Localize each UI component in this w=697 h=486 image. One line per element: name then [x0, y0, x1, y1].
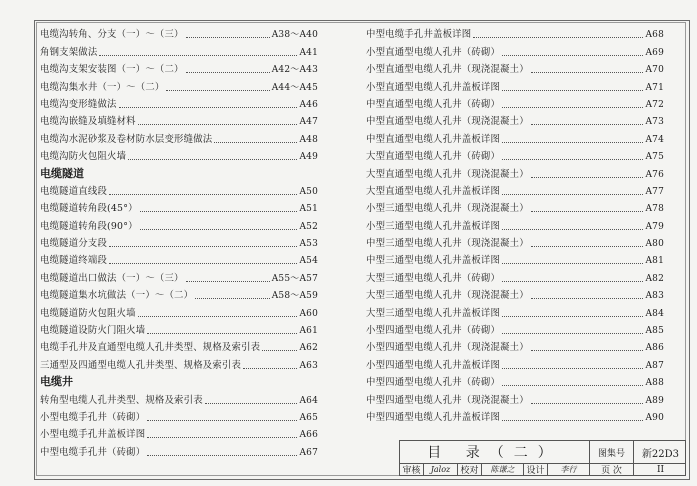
toc-entry-title: 大型三通型电缆人孔井（砖砌） [366, 272, 501, 284]
toc-entry-title: 电缆隧道转角段(90°） [40, 220, 138, 232]
toc-entry-title: 中型四通型电缆人孔井（砖砌） [366, 377, 501, 389]
toc-entry-title: 大型直通型电缆人孔井（现浇混凝土） [366, 168, 529, 180]
toc-entry[interactable] [40, 302, 318, 319]
document-title: 目 录（二） [427, 445, 562, 461]
leader-dots [531, 298, 644, 299]
toc-entry[interactable] [366, 320, 664, 337]
leader-dots [502, 333, 643, 334]
toc-entry-page: A62 [299, 343, 318, 354]
leader-dots [531, 350, 644, 351]
leader-dots [502, 90, 643, 91]
atlas-number-label-cell [590, 441, 634, 463]
leader-dots [502, 316, 643, 317]
leader-dots [109, 194, 297, 195]
leader-dots [138, 316, 298, 317]
leader-dots [502, 281, 643, 282]
toc-entry[interactable] [366, 59, 664, 76]
toc-entry-title: 中型电缆手孔井盖板详图 [366, 29, 472, 41]
toc-entry-page: A58～A59 [271, 291, 318, 302]
leader-dots [473, 37, 643, 38]
toc-entry-page: A77 [645, 186, 664, 197]
leader-dots [502, 142, 643, 143]
toc-entry[interactable] [40, 146, 318, 163]
toc-entry-page: A54 [299, 256, 318, 267]
leader-dots [109, 263, 297, 264]
toc-entry[interactable] [40, 128, 318, 145]
toc-entry[interactable] [40, 111, 318, 128]
toc-entry[interactable] [40, 285, 318, 302]
section-heading: 电缆井 [40, 375, 73, 389]
toc-entry-title: 电缆沟变形缝做法 [40, 98, 117, 110]
toc-entry-page: A76 [645, 169, 664, 180]
toc-entry-title: 中型直通型电缆人孔井盖板详图 [366, 133, 501, 145]
toc-entry-title: 小型四通型电缆人孔井（现浇混凝土） [366, 342, 529, 354]
toc-entry-page: A67 [299, 447, 318, 458]
leader-dots [147, 455, 297, 456]
toc-entry[interactable] [40, 389, 318, 406]
leader-dots [243, 368, 297, 369]
toc-entry[interactable] [366, 372, 664, 389]
toc-entry-title: 大型直通型电缆人孔井盖板详图 [366, 185, 501, 197]
leader-dots [99, 55, 297, 56]
toc-entry-page: A73 [645, 117, 664, 128]
toc-entry-title: 小型直通型电缆人孔井（砖砌） [366, 46, 501, 58]
toc-entry-title: 电缆沟集水井（一）～（二） [40, 81, 165, 93]
toc-entry-page: A84 [645, 308, 664, 319]
toc-entry-page: A88 [645, 378, 664, 389]
leader-dots [502, 159, 643, 160]
toc-entry-title: 大型三通型电缆人孔井盖板详图 [366, 307, 501, 319]
toc-entry-title: 电缆手孔井及直通型电缆人孔井类型、规格及索引表 [40, 342, 261, 354]
toc-entry[interactable] [366, 354, 664, 371]
toc-entry[interactable] [40, 250, 318, 267]
toc-entry[interactable] [366, 198, 664, 215]
toc-entry-title: 大型直通型电缆人孔井（砖砌） [366, 151, 501, 163]
title-block-row2 [400, 463, 685, 476]
toc-entry-page: A74 [645, 134, 664, 145]
leader-dots [119, 107, 298, 108]
toc-entry[interactable] [40, 76, 318, 93]
leader-dots [147, 333, 297, 334]
toc-entry-page: A60 [299, 308, 318, 319]
leader-dots [214, 142, 297, 143]
leader-dots [186, 281, 270, 282]
leader-dots [502, 263, 643, 264]
toc-entry-page: A79 [645, 221, 664, 232]
toc-entry[interactable] [366, 250, 664, 267]
check-label-cell [458, 463, 482, 476]
review-label-cell [400, 463, 424, 476]
atlas-number: 新22D3 [641, 448, 680, 460]
leader-dots [262, 350, 297, 351]
toc-entry-page: A81 [645, 256, 664, 267]
toc-entry[interactable] [40, 441, 318, 458]
toc-entry-title: 小型电缆手孔井（砖砌） [40, 411, 146, 423]
toc-entry-title: 电缆隧道转角段(45°） [40, 203, 138, 215]
toc-entry-title: 大型三通型电缆人孔井（现浇混凝土） [366, 290, 529, 302]
toc-entry-page: A82 [645, 273, 664, 284]
toc-entry-title: 角钢支架做法 [40, 46, 98, 58]
toc-entry-page: A89 [645, 395, 664, 406]
toc-entry[interactable] [40, 320, 318, 337]
toc-entry[interactable] [366, 337, 664, 354]
toc-entry-page: A87 [645, 360, 664, 371]
toc-entry[interactable] [366, 41, 664, 58]
toc-entry[interactable] [40, 407, 318, 424]
toc-entry-page: A44～A45 [271, 82, 318, 93]
page-label: 页 次 [601, 466, 622, 476]
toc-entry-page: A78 [645, 204, 664, 215]
page-label-cell [590, 463, 634, 476]
toc-entry[interactable] [40, 233, 318, 250]
design-label-cell [524, 463, 548, 476]
section-heading: 电缆隧道 [40, 166, 84, 180]
leader-dots [531, 246, 644, 247]
leader-dots [502, 194, 643, 195]
toc-entry-title: 小型直通型电缆人孔井（现浇混凝土） [366, 64, 529, 76]
leader-dots [147, 437, 297, 438]
toc-entry-title: 中型四通型电缆人孔井（现浇混凝土） [366, 394, 529, 406]
leader-dots [128, 159, 297, 160]
toc-entry[interactable] [40, 94, 318, 111]
toc-entry[interactable] [366, 76, 664, 93]
toc-entry-title: 电缆隧道出口做法（一）～（三） [40, 272, 184, 284]
toc-entry[interactable] [366, 285, 664, 302]
review-signature-cell [424, 463, 458, 476]
toc-entry[interactable] [366, 389, 664, 406]
atlas-number-label: 图集号 [597, 448, 625, 459]
toc-entry-title: 中型三通型电缆人孔井盖板详图 [366, 255, 501, 267]
toc-entry-title: 小型四通型电缆人孔井（砖砌） [366, 325, 501, 337]
toc-entry[interactable] [40, 198, 318, 215]
toc-entry[interactable] [366, 267, 664, 284]
toc-left-column [40, 24, 318, 459]
toc-entry-page: A83 [645, 291, 664, 302]
toc-entry[interactable] [366, 407, 664, 424]
toc-entry-page: A46 [299, 99, 318, 110]
toc-entry-page: A38～A40 [271, 30, 318, 41]
design-signature: 李行 [560, 465, 577, 474]
leader-dots [531, 403, 644, 404]
toc-entry[interactable] [366, 302, 664, 319]
toc-entry-page: A63 [299, 360, 318, 371]
leader-dots [195, 298, 269, 299]
toc-entry-title: 小型电缆手孔井盖板详图 [40, 429, 146, 441]
check-signature-cell [482, 463, 524, 476]
toc-entry-page: A66 [299, 430, 318, 441]
toc-entry-page: A80 [645, 239, 664, 250]
leader-dots [138, 124, 298, 125]
leader-dots [109, 246, 297, 247]
toc-entry-title: 转角型电缆人孔井类型、规格及索引表 [40, 394, 203, 406]
title-block-row1 [400, 441, 685, 464]
toc-entry[interactable] [40, 41, 318, 58]
toc-entry-title: 小型三通型电缆人孔井盖板详图 [366, 220, 501, 232]
toc-entry-page: A64 [299, 395, 318, 406]
toc-entry-title: 电缆沟嵌缝及填缝材料 [40, 116, 136, 128]
toc-entry-page: A55～A57 [271, 273, 318, 284]
review-label: 审核 [402, 466, 421, 476]
toc-entry[interactable] [366, 181, 664, 198]
toc-entry-title: 电缆沟支架安装图（一）～（二） [40, 64, 184, 76]
toc-entry-title: 电缆沟转角、分支（一）～（三） [40, 29, 184, 41]
leader-dots [531, 211, 644, 212]
toc-entry[interactable] [40, 337, 318, 354]
atlas-number-cell [634, 441, 687, 463]
toc-right-column [366, 24, 664, 424]
page-number: II [656, 464, 665, 475]
design-signature-cell [548, 463, 590, 476]
toc-entry-page: A86 [645, 343, 664, 354]
title-block [399, 440, 686, 476]
toc-entry[interactable] [366, 146, 664, 163]
leader-dots [531, 72, 644, 73]
toc-entry[interactable] [40, 215, 318, 232]
leader-dots [502, 55, 643, 56]
toc-entry[interactable] [40, 181, 318, 198]
toc-entry-title: 电缆隧道分支段 [40, 238, 108, 250]
toc-entry-page: A69 [645, 47, 664, 58]
toc-entry-page: A49 [299, 152, 318, 163]
toc-entry-page: A61 [299, 326, 318, 337]
review-signature: Jaloz [430, 465, 451, 474]
toc-entry[interactable] [366, 233, 664, 250]
leader-dots [205, 403, 298, 404]
toc-entry-title: 中型直通型电缆人孔井（砖砌） [366, 98, 501, 110]
leader-dots [502, 107, 643, 108]
toc-entry-title: 中型四通型电缆人孔井盖板详图 [366, 411, 501, 423]
toc-entry[interactable] [40, 267, 318, 284]
toc-entry-page: A48 [299, 134, 318, 145]
toc-entry-title: 小型四通型电缆人孔井盖板详图 [366, 359, 501, 371]
leader-dots [147, 420, 297, 421]
toc-entry-page: A47 [299, 117, 318, 128]
check-signature: 陈谦之 [490, 465, 515, 474]
toc-entry-page: A71 [645, 82, 664, 93]
toc-entry-page: A90 [645, 412, 664, 423]
leader-dots [186, 37, 270, 38]
toc-entry-page: A42～A43 [271, 65, 318, 76]
toc-entry[interactable] [40, 354, 318, 371]
toc-entry-title: 中型三通型电缆人孔井（现浇混凝土） [366, 238, 529, 250]
toc-entry-page: A52 [299, 221, 318, 232]
toc-entry-page: A50 [299, 186, 318, 197]
toc-entry[interactable] [366, 94, 664, 111]
toc-entry[interactable] [366, 24, 664, 41]
toc-entry-title: 小型三通型电缆人孔井（现浇混凝土） [366, 203, 529, 215]
toc-entry-title: 小型直通型电缆人孔井盖板详图 [366, 81, 501, 93]
toc-entry-title: 电缆沟水泥砂浆及卷材防水层变形缝做法 [40, 133, 213, 145]
toc-entry-page: A51 [299, 204, 318, 215]
document-title-cell [400, 441, 590, 463]
toc-entry[interactable] [366, 128, 664, 145]
leader-dots [502, 385, 643, 386]
toc-entry[interactable] [40, 24, 318, 41]
leader-dots [531, 124, 644, 125]
toc-entry-title: 电缆隧道设防火门阻火墙 [40, 325, 146, 337]
toc-entry-page: A65 [299, 412, 318, 423]
toc-entry[interactable] [366, 111, 664, 128]
page-number-cell [634, 463, 687, 476]
toc-entry-title: 电缆隧道终端段 [40, 255, 108, 267]
toc-entry-page: A70 [645, 65, 664, 76]
toc-entry-page: A41 [299, 47, 318, 58]
leader-dots [140, 229, 298, 230]
toc-entry[interactable] [366, 163, 664, 180]
toc-entry-title: 电缆隧道直线段 [40, 185, 108, 197]
toc-entry-page: A72 [645, 99, 664, 110]
leader-dots [140, 211, 298, 212]
toc-entry[interactable] [40, 424, 318, 441]
toc-entry-page: A53 [299, 239, 318, 250]
leader-dots [166, 90, 269, 91]
toc-entry-title: 电缆隧道防火包阻火墙 [40, 307, 136, 319]
toc-entry-title: 中型直通型电缆人孔井（现浇混凝土） [366, 116, 529, 128]
toc-entry-title: 中型电缆手孔井（砖砌） [40, 446, 146, 458]
toc-entry[interactable] [366, 215, 664, 232]
toc-entry[interactable] [40, 59, 318, 76]
leader-dots [502, 368, 643, 369]
design-label: 设计 [526, 466, 545, 476]
leader-dots [502, 229, 643, 230]
leader-dots [502, 420, 643, 421]
check-label: 校对 [460, 466, 479, 476]
toc-entry-title: 电缆沟防火包阻火墙 [40, 151, 127, 163]
leader-dots [531, 177, 644, 178]
toc-entry-title: 三通型及四通型电缆人孔井类型、规格及索引表 [40, 359, 242, 371]
toc-entry-title: 电缆隧道集水坑做法（一）～（二） [40, 290, 194, 302]
toc-entry-page: A85 [645, 326, 664, 337]
toc-entry-page: A75 [645, 152, 664, 163]
toc-entry-page: A68 [645, 30, 664, 41]
leader-dots [186, 72, 270, 73]
